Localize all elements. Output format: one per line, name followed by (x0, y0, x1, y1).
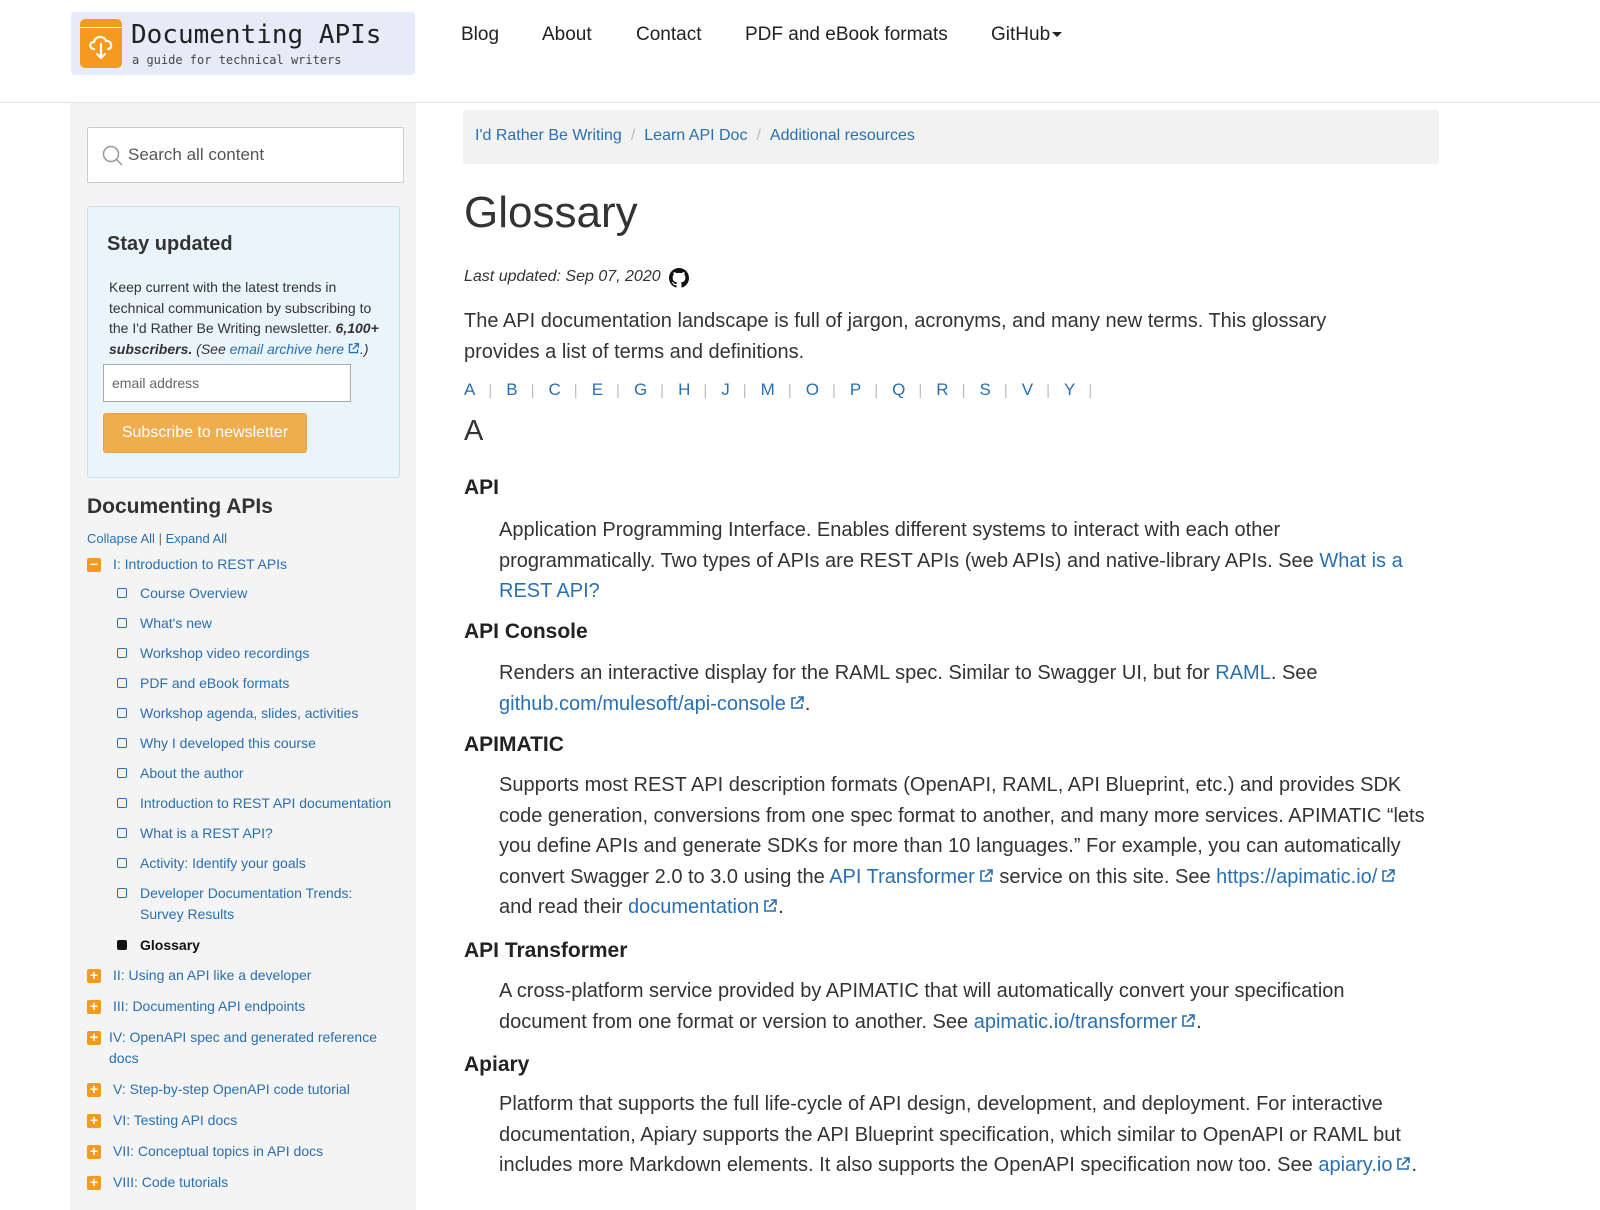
sidebar (70, 103, 416, 1210)
toc-item-identify-goals[interactable]: Activity: Identify your goals (140, 855, 306, 871)
nav-pdf-ebook[interactable]: PDF and eBook formats (745, 24, 948, 45)
external-link-icon (978, 868, 994, 884)
letter-link-g[interactable]: G (633, 380, 648, 399)
collapse-icon[interactable]: − (87, 558, 101, 572)
toc-controls: Collapse All | Expand All (87, 531, 228, 546)
apimatic-documentation-link[interactable]: documentation (628, 896, 778, 918)
external-link-icon (1380, 868, 1396, 884)
external-link-icon (762, 898, 778, 914)
square-icon (117, 768, 127, 778)
def-api: Application Programming Interface. Enables different systems to interact with each other programmatically. Two types of APIs are REST APIs (web APIs) and native-library APIs. See What is a REST API? (499, 519, 1403, 602)
github-icon[interactable] (669, 268, 689, 288)
expand-icon[interactable]: + (87, 1000, 101, 1014)
raml-link[interactable]: RAML (1215, 662, 1271, 684)
expand-icon[interactable]: + (87, 1145, 101, 1159)
term-api-console: API Console (464, 620, 588, 643)
term-apimatic: APIMATIC (464, 733, 564, 756)
letter-link-a[interactable]: A (464, 380, 476, 399)
square-filled-icon (117, 940, 127, 950)
square-icon (117, 798, 127, 808)
letter-index: A | B | C | E | G | H | J | M | O | P | Q | R | S | V | Y | (464, 380, 1093, 399)
letter-link-q[interactable]: Q (892, 380, 906, 399)
nav-github-label: GitHub (991, 24, 1051, 45)
letter-link-j[interactable]: J (721, 380, 730, 399)
what-is-rest-api-link[interactable]: What is a REST API? (499, 549, 1403, 602)
expand-icon[interactable]: + (87, 1083, 101, 1097)
toc-section-5[interactable]: V: Step-by-step OpenAPI code tutorial (113, 1081, 350, 1097)
expand-icon[interactable]: + (87, 1176, 101, 1190)
newsletter-title: Stay updated (107, 233, 233, 255)
def-apiary: Platform that supports the full life-cycle of API design, development, and deployment. For interactive documentation, Apiary supports the API Blueprint specification, which similar to OpenAPI or RAML but includes more Markdown elements. It also supports the OpenAPI specification now too. See apiary.io . (499, 1093, 1418, 1176)
toc-section-2[interactable]: II: Using an API like a developer (113, 967, 312, 983)
toc-item-intro-rest-docs[interactable]: Introduction to REST API documentation (140, 795, 392, 811)
square-icon (117, 678, 127, 688)
toc-item-doc-trends[interactable]: Developer Documentation Trends: Survey Results (140, 885, 353, 922)
cloud-icon (80, 19, 122, 68)
page-title: Glossary (464, 188, 638, 237)
letter-link-y[interactable]: Y (1063, 380, 1076, 399)
expand-icon[interactable]: + (87, 1031, 101, 1045)
letter-link-v[interactable]: V (1021, 380, 1034, 399)
toc-item-about-author[interactable]: About the author (140, 765, 244, 781)
toc-item-what-is-rest[interactable]: What is a REST API? (140, 825, 273, 841)
brand-logo-link[interactable] (71, 12, 415, 75)
def-apimatic: Supports most REST API description formats (OpenAPI, RAML, API Blueprint, etc.) and provides SDK code generation, conversions from one spec format to another, and many more services. APIMATIC “lets you define APIs and generate SDKs for more than 10 languages.” For example, you can automatically convert Swagger 2.0 to 3.0 using the API Transformer service on this site. See https://apimatic.io/ and read their documentation . (499, 774, 1425, 918)
newsletter-text: Keep current with the latest trends in technical communication by subscribing to the I'd Rather Be Writing newsletter. 6,100+ subscribers. (See email archive here .) (109, 279, 379, 357)
square-icon (117, 588, 127, 598)
email-archive-link[interactable]: email archive here (230, 341, 360, 357)
expand-icon[interactable]: + (87, 1114, 101, 1128)
letter-link-h[interactable]: H (678, 380, 691, 399)
toc-title: Documenting APIs (87, 495, 273, 518)
letter-link-c[interactable]: C (548, 380, 561, 399)
external-link-icon (1395, 1156, 1411, 1172)
api-transformer-link[interactable]: API Transformer (829, 866, 994, 888)
square-icon (117, 708, 127, 718)
letter-link-s[interactable]: S (979, 380, 991, 399)
subscribe-button[interactable]: Subscribe to newsletter (103, 413, 307, 453)
toc-section-6[interactable]: VI: Testing API docs (113, 1112, 238, 1128)
apiary-link[interactable]: apiary.io (1318, 1154, 1411, 1176)
def-api-transformer: A cross-platform service provided by APIMATIC that will automatically convert your specification document from one format or version to another. See apimatic.io/transformer . (499, 980, 1345, 1033)
expand-all-link[interactable]: Expand All (165, 531, 228, 546)
letter-link-e[interactable]: E (591, 380, 604, 399)
toc-item-whats-new[interactable]: What's new (140, 615, 212, 631)
brand-subtitle: a guide for technical writers (132, 53, 342, 67)
term-apiary: Apiary (464, 1053, 530, 1076)
toc-item-glossary[interactable]: Glossary (140, 937, 200, 953)
square-icon (117, 648, 127, 658)
caret-down-icon (1052, 32, 1062, 37)
breadcrumb-additional-resources[interactable]: Additional resources (769, 127, 915, 144)
expand-icon[interactable]: + (87, 969, 101, 983)
toc-section-4[interactable]: IV: OpenAPI spec and generated reference docs (109, 1029, 377, 1066)
last-updated: Last updated: Sep 07, 2020 (464, 268, 661, 286)
term-api-transformer: API Transformer (464, 939, 628, 962)
square-icon (117, 738, 127, 748)
square-icon (117, 618, 127, 628)
letter-link-p[interactable]: P (849, 380, 862, 399)
intro-text: The API documentation landscape is full of jargon, acronyms, and many new terms. This glossary provides a list of terms and definitions. (464, 310, 1327, 363)
letter-link-o[interactable]: O (805, 380, 819, 399)
toc-section-3[interactable]: III: Documenting API endpoints (113, 998, 306, 1014)
collapse-all-link[interactable]: Collapse All (87, 531, 155, 546)
external-link-icon (347, 342, 360, 355)
term-api: API (464, 476, 500, 499)
toc-section-1[interactable]: I: Introduction to REST APIs (113, 556, 288, 572)
api-console-github-link[interactable]: github.com/mulesoft/api-console (499, 693, 805, 715)
breadcrumb-home[interactable]: I'd Rather Be Writing (475, 127, 622, 144)
external-link-icon (1180, 1013, 1196, 1029)
email-field[interactable] (103, 364, 351, 402)
toc-item-workshop-agenda[interactable]: Workshop agenda, slides, activities (140, 705, 359, 721)
letter-heading-a: A (464, 415, 484, 447)
square-icon (117, 858, 127, 868)
apimatic-transformer-link[interactable]: apimatic.io/transformer (974, 1011, 1196, 1033)
def-api-console: Renders an interactive display for the RAML spec. Similar to Swagger UI, but for RAML. See github.com/mulesoft/api-console . (499, 662, 1318, 715)
breadcrumb: I'd Rather Be Writing / Learn API Doc / Additional resources (463, 110, 1439, 164)
search-input[interactable] (128, 140, 388, 170)
nav-contact[interactable]: Contact (636, 24, 702, 45)
breadcrumb-learn-api-doc[interactable]: Learn API Doc (644, 127, 748, 144)
toc-item-pdf-ebook[interactable]: PDF and eBook formats (140, 675, 290, 691)
brand-title: Documenting APIs (131, 20, 382, 50)
nav-github[interactable] (991, 24, 1062, 46)
letter-link-r[interactable]: R (936, 380, 949, 399)
apimatic-site-link[interactable]: https://apimatic.io/ (1216, 866, 1396, 888)
toc-item-video-recordings[interactable]: Workshop video recordings (140, 645, 310, 661)
square-icon (117, 828, 127, 838)
site-header (0, 0, 1600, 103)
search-icon (102, 145, 124, 167)
letter-link-b[interactable]: B (506, 380, 518, 399)
toc-section-7[interactable]: VII: Conceptual topics in API docs (113, 1143, 324, 1159)
newsletter-box (87, 206, 400, 478)
square-icon (117, 888, 127, 898)
nav-blog[interactable]: Blog (461, 24, 500, 45)
search-box[interactable] (87, 127, 404, 183)
toc-section-8[interactable]: VIII: Code tutorials (113, 1174, 229, 1190)
toc-item-why-developed[interactable]: Why I developed this course (140, 735, 316, 751)
toc-item-course-overview[interactable]: Course Overview (140, 585, 248, 601)
external-link-icon (789, 695, 805, 711)
letter-link-m[interactable]: M (760, 380, 775, 399)
nav-about[interactable]: About (542, 24, 592, 45)
